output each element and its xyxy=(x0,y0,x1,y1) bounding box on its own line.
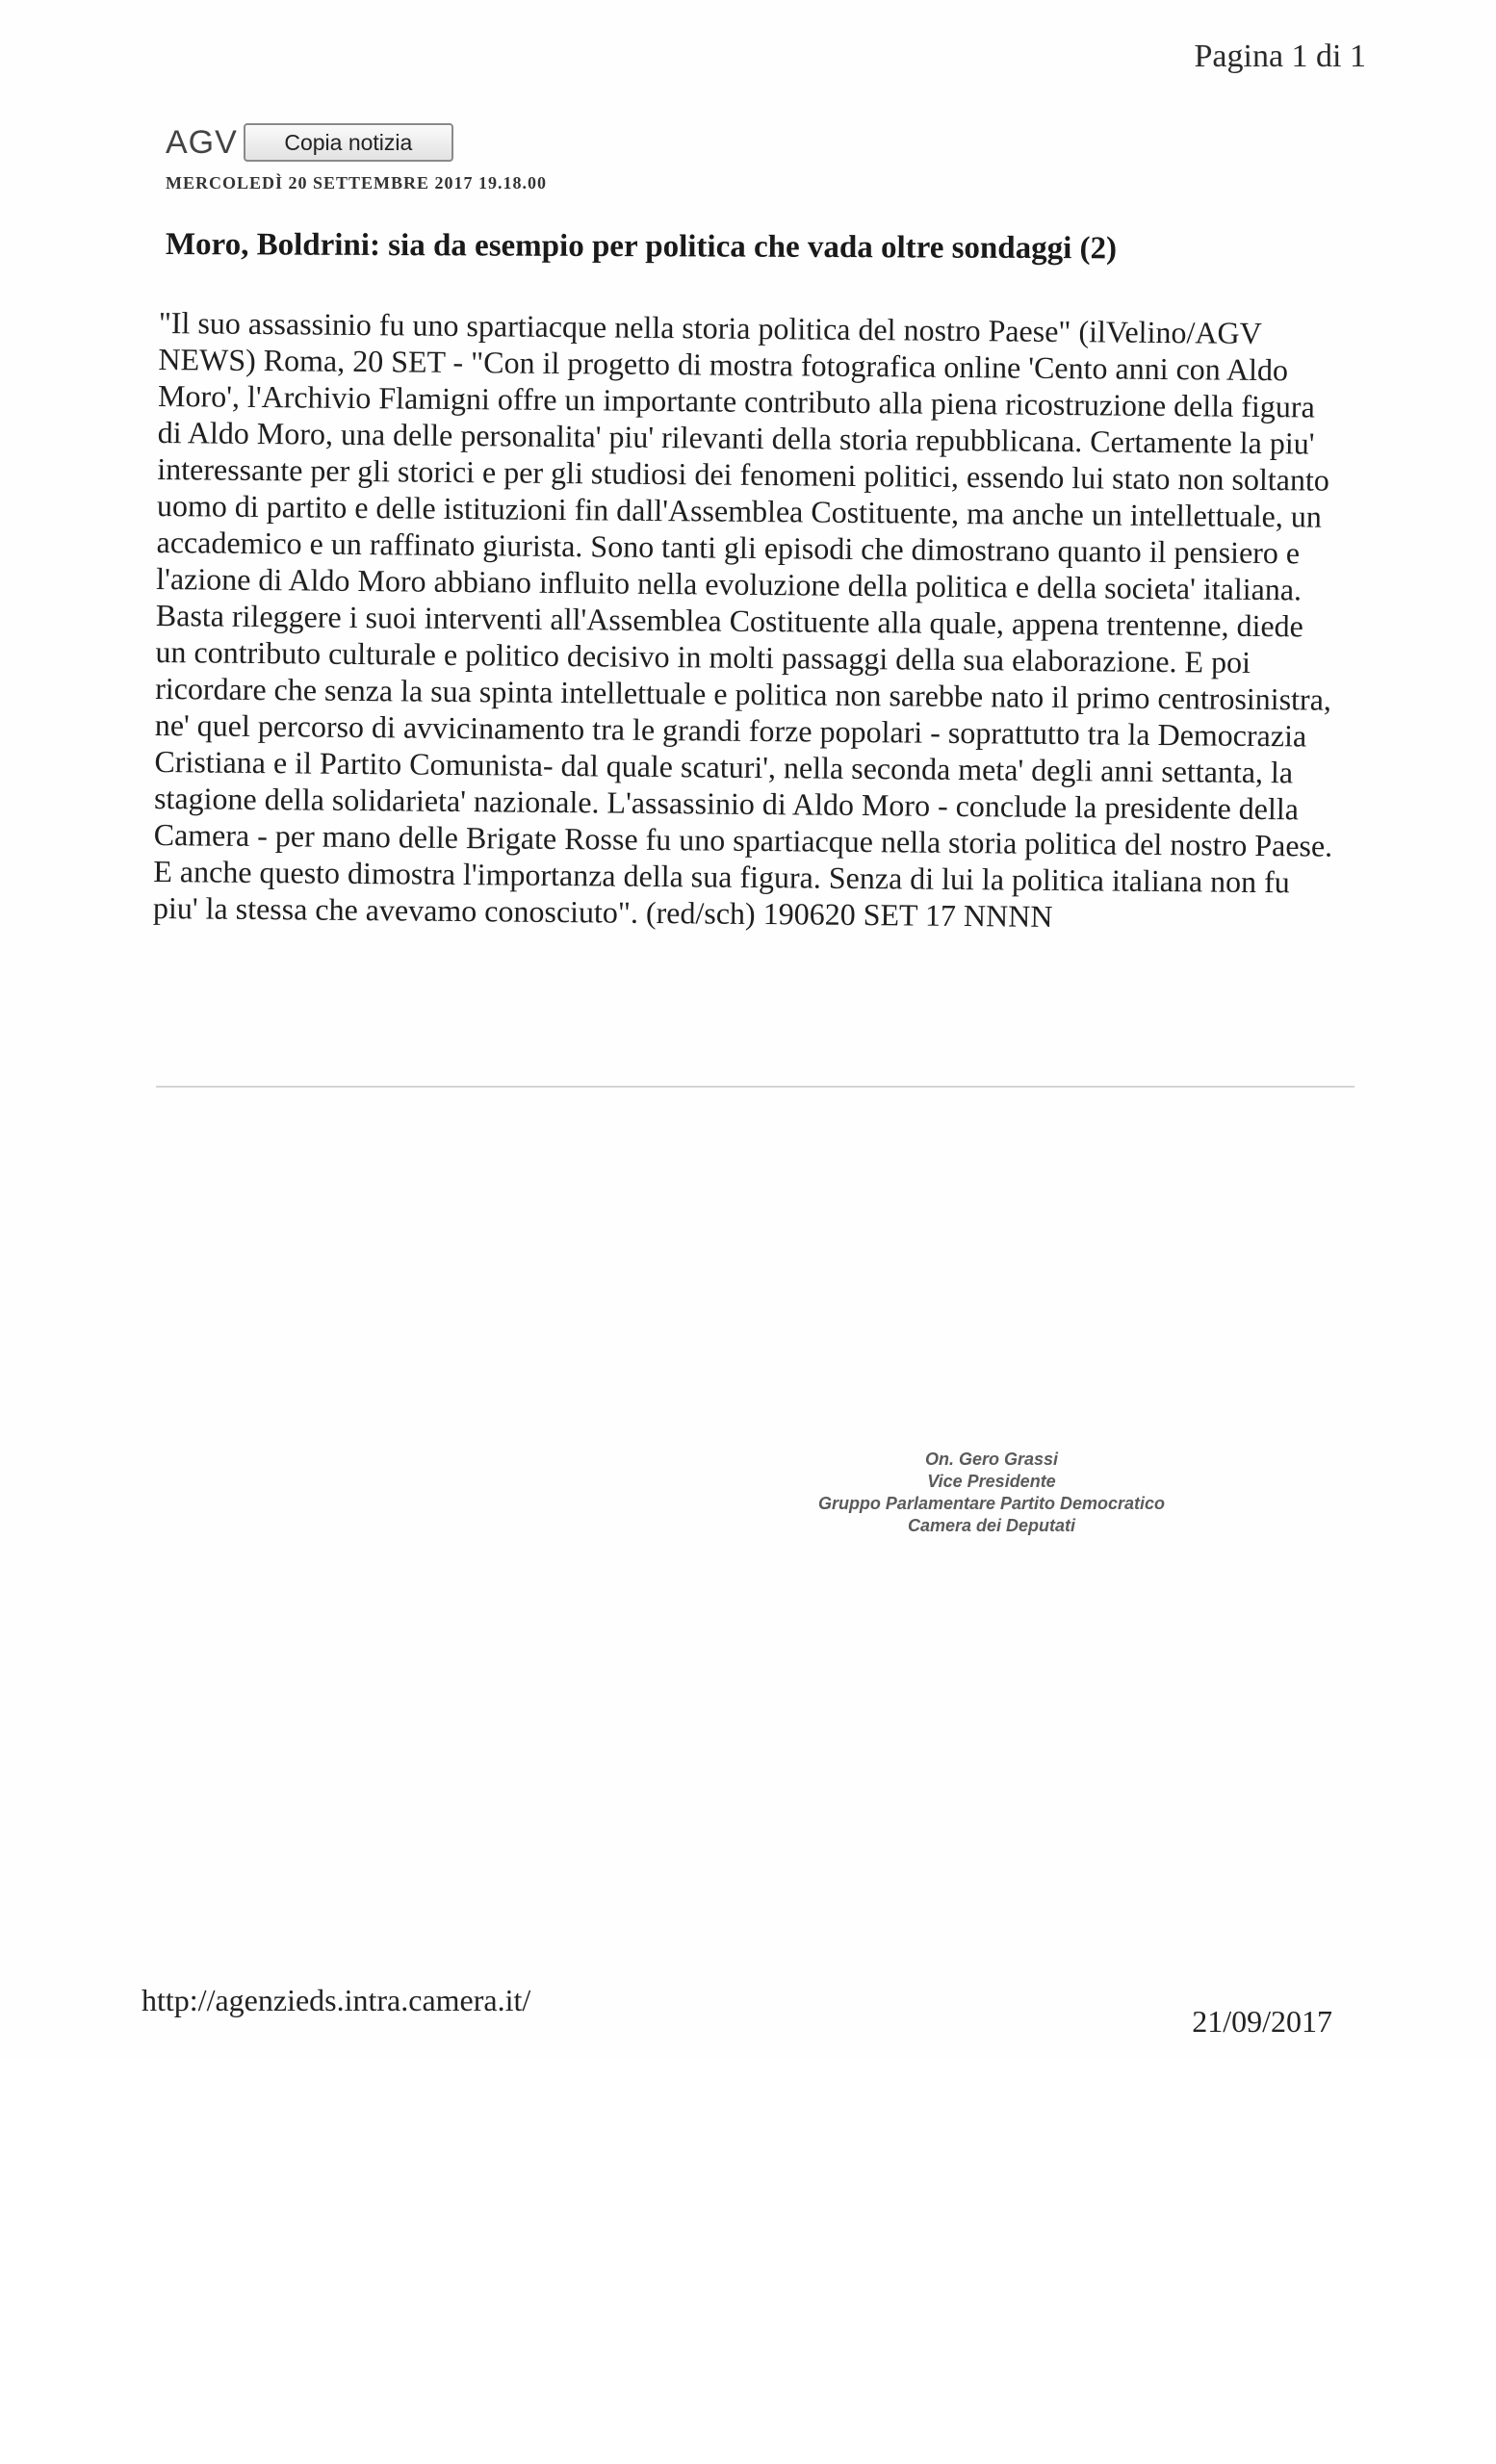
divider xyxy=(156,1086,1354,1088)
stamp-name: On. Gero Grassi xyxy=(924,1450,1059,1469)
stamp-institution: Camera dei Deputati xyxy=(907,1516,1076,1535)
article-headline: Moro, Boldrini: sia da esempio per politica che vada oltre sondaggi (2) xyxy=(165,227,1118,267)
stamp-group: Gruppo Parlamentare Partito Democratico xyxy=(817,1494,1166,1513)
agv-logo: AGV xyxy=(166,123,238,161)
agency-header xyxy=(166,123,453,162)
page-number: Pagina 1 di 1 xyxy=(1194,38,1366,74)
article-body: "Il suo assassinio fu uno spartiacque nella storia politica del nostro Paese" (ilVelino/AGV NEWS) Roma, 20 SET - "Con il progetto di mostra fotografica online 'Cento anni con Aldo Moro', l'Archivio Flamigni offre un importante contributo alla piena ricostruzione della figura di Aldo Moro, una delle personalita' piu' rilevanti della storia repubblicana. Certamente la piu' interessante per gli storici e per gli studiosi dei fenomeni politici, essendo lui stato non soltanto uomo di partito e delle istituzioni fin dall'Assemblea Costituente, ma anche un intellettuale, un accademico e un raffinato giurista. Sono tanti gli episodi che dimostrano quanto il pensiero e l'azione di Aldo Moro abbiano influito nella evoluzione della politica e della societa' italiana. Basta rileggere i suoi interventi all'Assemblea Costituente alla quale, appena trentenne, diede un contributo culturale e politico decisivo in molti passaggi della sua elaborazione. E poi ricordare che senza la sua spinta intellettuale e politica non sarebbe nato il primo centrosinistra, ne' quel percorso di avvicinamento tra le grandi forze popolari - soprattutto tra la Democrazia Cristiana e il Partito Comunista- dal quale scaturi', nella seconda meta' degli anni settanta, la stagione della solidarieta' nazionale. L'assassinio di Aldo Moro - conclude la presidente della Camera - per mano delle Brigate Rosse fu uno spartiacque nella storia politica del nostro Paese. E anche questo dimostra l'importanza della sua figura. Senza di lui la politica italiana non fu piu' la stessa che avevamo conosciuto". (red/sch) 190620 SET 17 NNNN xyxy=(152,304,1333,934)
footer-date: 21/09/2017 xyxy=(1192,2004,1332,2039)
copy-news-button[interactable]: Copia notizia xyxy=(244,123,453,162)
signature-stamp xyxy=(751,1449,1232,1537)
stamp-role: Vice Presidente xyxy=(927,1472,1056,1491)
dateline: MERCOLEDÌ 20 SETTEMBRE 2017 19.18.00 xyxy=(166,173,548,192)
footer-url: http://agenzieds.intra.camera.it/ xyxy=(142,1983,531,2017)
